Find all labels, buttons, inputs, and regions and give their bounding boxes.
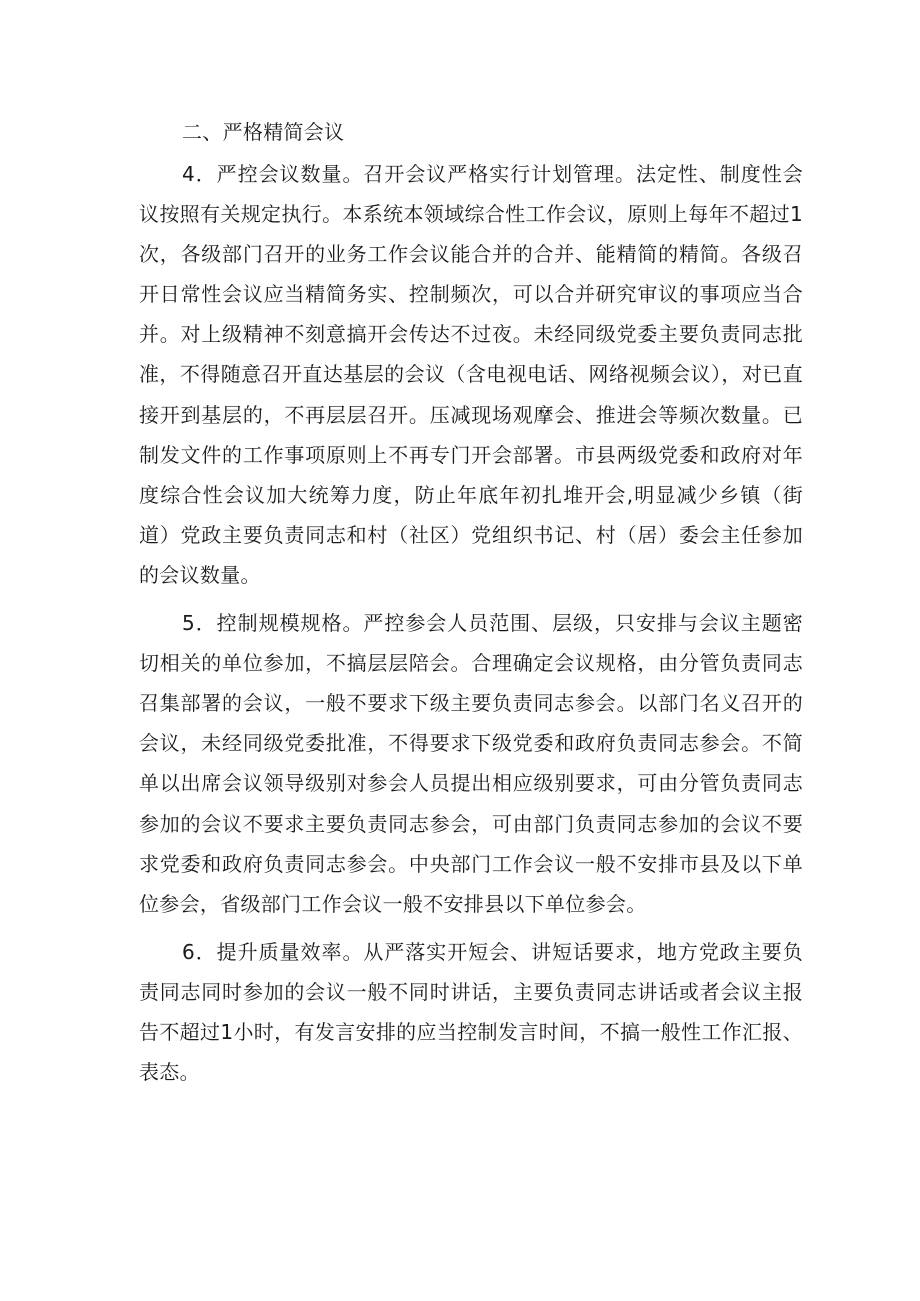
paragraph-4-meeting-quantity: 4．严控会议数量。召开会议严格实行计划管理。法定性、制度性会议按照有关规定执行。本系统本领域综合性工作会议，原则上每年不超过1次，各级部门召开的业务工作会议能合并的合并、能精简的精简。各级召开日常性会议应当精简务实、控制频次，可以合并研究审议的事项应当合并。对上级精神不刻意搞开会传达不过夜。未经同级党委主要负责同志批准，不得随意召开直达基层的会议（含电视电话、网络视频会议），对已直接开到基层的，不再层层召开。压减现场观摩会、推进会等频次数量。已制发文件的工作事项原则上不再专门开会部署。市县两级党委和政府对年度综合性会议加大统筹力度，防止年底年初扎堆开会,明显减少乡镇（街道）党政主要负责同志和村（社区）党组织书记、村（居）委会主任参加的会议数量。	[139, 162, 803, 587]
document-body	[139, 112, 803, 1100]
paragraph-6-meeting-efficiency: 6．提升质量效率。从严落实开短会、讲短话要求，地方党政主要负责同志同时参加的会议一般不同时讲话，主要负责同志讲话或者会议主报告不超过1小时，有发言安排的应当控制发言时间，不搞一般性工作汇报、表态。	[139, 939, 803, 1085]
paragraph-5-meeting-scale: 5．控制规模规格。严控参会人员范围、层级，只安排与会议主题密切相关的单位参加，不搞层层陪会。合理确定会议规格，由分管负责同志召集部署的会议，一般不要求下级主要负责同志参会。以部门名义召开的会议，未经同级党委批准，不得要求下级党委和政府负责同志参会。不简单以出席会议领导级别对参会人员提出相应级别要求，可由分管负责同志参加的会议不要求主要负责同志参会，可由部门负责同志参加的会议不要求党委和政府负责同志参会。中央部门工作会议一般不安排市县及以下单位参会，省级部门工作会议一般不安排县以下单位参会。	[139, 611, 803, 916]
section-heading: 二、严格精简会议	[182, 120, 345, 144]
